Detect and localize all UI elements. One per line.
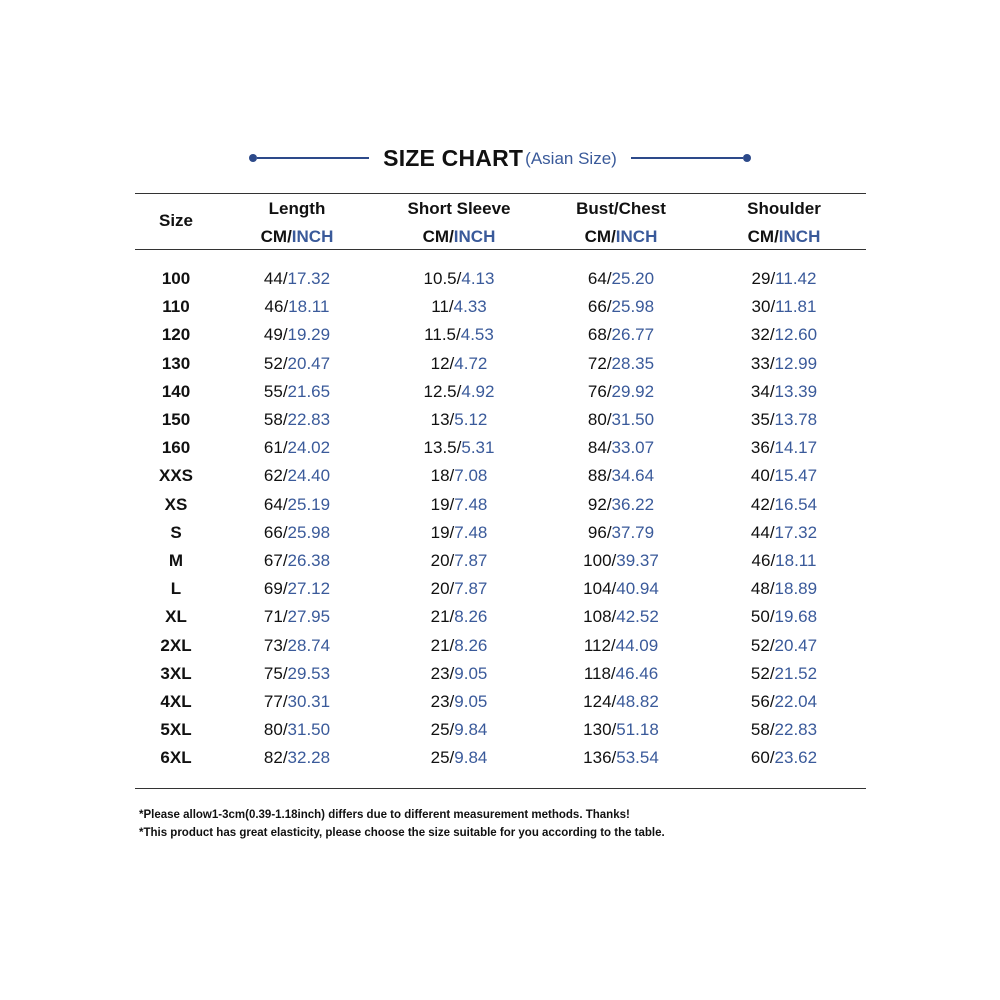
shoulder-cell: [694, 603, 874, 631]
inch-value: 4.33: [453, 297, 487, 317]
inch-value: 25.19: [287, 494, 331, 514]
inch-value: 17.32: [287, 269, 331, 288]
cm-value: 76/: [587, 381, 612, 401]
inch-value: 21.65: [287, 381, 331, 401]
inch-value: 24.02: [287, 438, 331, 458]
cm-value: 64/: [587, 269, 612, 288]
shoulder-cell: [694, 744, 874, 772]
cm-value: 96/: [587, 522, 612, 542]
cm-value: 11/: [431, 297, 454, 317]
cm-value: 42/: [750, 494, 775, 514]
size-cell: 150: [161, 410, 191, 429]
cm-value: 66/: [263, 522, 288, 542]
short-sleeve-cell: [369, 491, 549, 519]
bust-chest-cell: [531, 688, 711, 716]
inch-value: 46.46: [615, 663, 659, 683]
cm-value: 44/: [263, 269, 288, 288]
short-sleeve-cell: [369, 321, 549, 349]
bust-chest-cell: [531, 462, 711, 490]
cm-value: 71/: [263, 607, 288, 627]
inch-value: 18.89: [774, 579, 818, 599]
shoulder-cell: [694, 660, 874, 688]
size-cell: M: [168, 551, 184, 570]
header-bust-chest-unit: CM/INCH: [584, 227, 658, 246]
cm-value: 67/: [263, 551, 288, 570]
header-length: Length: [268, 199, 326, 218]
cm-value: 112/: [583, 635, 616, 655]
short-sleeve-cell: [369, 632, 549, 660]
inch-value: 51.18: [616, 720, 659, 740]
inch-value: 42.52: [616, 607, 659, 627]
cm-value: 80/: [587, 410, 612, 429]
cm-value: 88/: [587, 466, 612, 486]
table-row: [0, 603, 1000, 631]
bust-chest-cell: [531, 575, 711, 603]
shoulder-cell: [694, 547, 874, 575]
bust-chest-cell: [531, 519, 711, 547]
cm-value: 50/: [750, 607, 775, 627]
table-row: [0, 293, 1000, 321]
cm-value: 77/: [263, 692, 288, 711]
cm-value: 52/: [750, 663, 775, 683]
inch-value: 33.07: [611, 438, 655, 458]
cm-value: 46/: [264, 297, 289, 317]
inch-value: 53.54: [616, 748, 659, 768]
shoulder-cell: [694, 688, 874, 716]
inch-value: 40.94: [616, 579, 659, 599]
cm-value: 64/: [263, 494, 288, 514]
size-cell: 100: [161, 269, 191, 288]
table-row: [0, 716, 1000, 744]
header-short-sleeve: Short Sleeve: [407, 199, 511, 218]
length-cell: [207, 632, 387, 660]
inch-value: 5.12: [454, 410, 488, 429]
cm-value: 136/: [583, 748, 617, 768]
cm-value: 23/: [430, 692, 455, 711]
length-cell: [207, 378, 387, 406]
inch-value: 31.50: [611, 410, 655, 429]
table-row: [0, 265, 1000, 293]
length-cell: [207, 350, 387, 378]
cm-value: 13.5/: [423, 438, 462, 458]
shoulder-cell: [694, 575, 874, 603]
shoulder-cell: [694, 378, 874, 406]
inch-value: 37.79: [611, 522, 655, 542]
inch-value: 4.13: [461, 269, 495, 288]
cm-value: 20/: [430, 551, 455, 570]
bust-chest-cell: [531, 293, 711, 321]
cm-value: 68/: [587, 325, 612, 345]
inch-value: 7.48: [454, 522, 488, 542]
short-sleeve-cell: [369, 603, 549, 631]
short-sleeve-cell: [369, 434, 549, 462]
inch-value: 30.31: [287, 692, 331, 711]
inch-value: 22.83: [774, 720, 818, 740]
inch-value: 34.64: [611, 466, 655, 486]
table-row: [0, 350, 1000, 378]
cm-value: 61/: [263, 438, 288, 458]
short-sleeve-cell: [369, 462, 549, 490]
table-row: [0, 378, 1000, 406]
cm-value: 52/: [263, 353, 288, 373]
header-short-sleeve-unit: CM/INCH: [422, 227, 496, 246]
length-cell: [207, 491, 387, 519]
cm-value: 19/: [430, 494, 455, 514]
shoulder-cell: [694, 519, 874, 547]
shoulder-cell: [694, 462, 874, 490]
cm-value: 84/: [587, 438, 612, 458]
table-row: [0, 660, 1000, 688]
cm-value: 72/: [587, 353, 612, 373]
length-cell: [207, 716, 387, 744]
inch-value: 7.87: [454, 579, 488, 599]
shoulder-cell: [694, 293, 874, 321]
bust-chest-cell: [531, 716, 711, 744]
cm-value: 34/: [750, 381, 775, 401]
short-sleeve-cell: [369, 293, 549, 321]
inch-value: 26.38: [287, 551, 331, 570]
inch-value: 8.26: [454, 607, 488, 627]
cm-value: 118/: [583, 663, 616, 683]
cm-value: 52/: [750, 635, 775, 655]
cm-value: 12/: [430, 353, 455, 373]
short-sleeve-cell: [369, 547, 549, 575]
inch-value: 9.84: [454, 720, 488, 740]
length-cell: [207, 434, 387, 462]
bust-chest-cell: [531, 406, 711, 434]
cm-value: 44/: [750, 522, 775, 542]
short-sleeve-cell: [369, 350, 549, 378]
inch-value: 20.47: [287, 353, 331, 373]
bust-chest-cell: [531, 378, 711, 406]
inch-value: 9.05: [454, 692, 488, 711]
length-cell: [207, 603, 387, 631]
inch-value: 27.12: [287, 579, 331, 599]
table-row: [0, 321, 1000, 349]
cm-value: 23/: [430, 663, 455, 683]
inch-value: 11.81: [775, 297, 817, 317]
length-cell: [207, 744, 387, 772]
inch-value: 12.99: [774, 353, 818, 373]
cm-value: 12.5/: [423, 381, 462, 401]
cm-value: 82/: [263, 748, 288, 768]
size-cell: XL: [165, 607, 187, 627]
table-row: [0, 406, 1000, 434]
title-decoration-right: [631, 154, 751, 162]
cm-value: 25/: [430, 748, 455, 768]
size-cell: 5XL: [160, 720, 192, 740]
bust-chest-cell: [531, 265, 711, 293]
table-row: [0, 744, 1000, 772]
bust-chest-cell: [531, 434, 711, 462]
cm-value: 32/: [750, 325, 775, 345]
length-cell: [207, 519, 387, 547]
title-subtitle: (Asian Size): [525, 149, 617, 168]
table-row: [0, 519, 1000, 547]
header-length-unit: CM/INCH: [260, 227, 334, 246]
table-row: [0, 462, 1000, 490]
length-cell: [207, 688, 387, 716]
inch-value: 5.31: [461, 438, 495, 458]
short-sleeve-cell: [369, 378, 549, 406]
length-cell: [207, 462, 387, 490]
shoulder-cell: [694, 350, 874, 378]
shoulder-cell: [694, 491, 874, 519]
inch-value: 11.42: [775, 269, 817, 288]
shoulder-cell: [694, 632, 874, 660]
cm-value: 19/: [430, 522, 455, 542]
cm-value: 36/: [750, 438, 775, 458]
cm-value: 108/: [583, 607, 617, 627]
size-cell: 6XL: [160, 748, 192, 768]
inch-value: 19.29: [287, 325, 331, 345]
inch-value: 13.78: [774, 410, 818, 429]
inch-value: 18.11: [775, 551, 817, 570]
header-shoulder-unit: CM/INCH: [747, 227, 821, 246]
inch-value: 8.26: [454, 635, 488, 655]
shoulder-cell: [694, 321, 874, 349]
inch-value: 25.98: [287, 522, 331, 542]
size-cell: 4XL: [160, 692, 192, 711]
note-measurement: *Please allow1-3cm(0.39-1.18inch) differs due to different measurement methods. Thanks!: [139, 809, 630, 821]
inch-value: 22.83: [287, 410, 331, 429]
cm-value: 92/: [587, 494, 612, 514]
shoulder-cell: [694, 265, 874, 293]
inch-value: 39.37: [616, 551, 659, 570]
bust-chest-cell: [531, 350, 711, 378]
inch-value: 22.04: [774, 692, 818, 711]
short-sleeve-cell: [369, 265, 549, 293]
short-sleeve-cell: [369, 660, 549, 688]
inch-value: 29.92: [611, 381, 655, 401]
cm-value: 66/: [587, 297, 612, 317]
table-bottom-rule: [135, 788, 866, 789]
inch-value: 15.47: [774, 466, 818, 486]
short-sleeve-cell: [369, 688, 549, 716]
inch-value: 32.28: [287, 748, 331, 768]
table-top-rule: [135, 193, 866, 194]
size-cell: L: [170, 579, 182, 599]
cm-value: 13/: [430, 410, 455, 429]
shoulder-cell: [694, 716, 874, 744]
inch-value: 14.17: [774, 438, 818, 458]
size-cell: XXS: [158, 466, 194, 486]
cm-value: 21/: [430, 607, 455, 627]
length-cell: [207, 293, 387, 321]
inch-value: 12.60: [774, 325, 818, 345]
size-cell: 140: [161, 381, 191, 401]
cm-value: 100/: [583, 551, 617, 570]
size-cell: 120: [161, 325, 191, 345]
inch-value: 25.98: [611, 297, 655, 317]
size-cell: XS: [164, 494, 188, 514]
size-cell: 130: [161, 353, 191, 373]
bust-chest-cell: [531, 491, 711, 519]
inch-value: 24.40: [287, 466, 331, 486]
cm-value: 46/: [751, 551, 776, 570]
inch-value: 25.20: [611, 269, 655, 288]
bust-chest-cell: [531, 547, 711, 575]
size-chart-title: [0, 138, 1000, 178]
bust-chest-cell: [531, 632, 711, 660]
cm-value: 21/: [430, 635, 455, 655]
inch-value: 44.09: [615, 635, 659, 655]
cm-value: 35/: [750, 410, 775, 429]
size-cell: 3XL: [160, 663, 192, 683]
inch-value: 48.82: [616, 692, 659, 711]
inch-value: 21.52: [774, 663, 818, 683]
cm-value: 124/: [583, 692, 617, 711]
short-sleeve-cell: [369, 744, 549, 772]
inch-value: 28.35: [611, 353, 655, 373]
inch-value: 18.11: [288, 297, 330, 317]
cm-value: 33/: [750, 353, 775, 373]
header-bust-chest: Bust/Chest: [576, 199, 666, 218]
shoulder-cell: [694, 406, 874, 434]
inch-value: 29.53: [287, 663, 331, 683]
table-row: [0, 491, 1000, 519]
cm-value: 49/: [263, 325, 288, 345]
inch-value: 7.48: [454, 494, 488, 514]
cm-value: 25/: [430, 720, 455, 740]
title-main: SIZE CHART: [383, 144, 524, 171]
inch-value: 9.84: [454, 748, 488, 768]
cm-value: 55/: [263, 381, 288, 401]
length-cell: [207, 660, 387, 688]
length-cell: [207, 547, 387, 575]
cm-value: 69/: [263, 579, 288, 599]
inch-value: 31.50: [287, 720, 331, 740]
inch-value: 4.92: [461, 381, 495, 401]
cm-value: 60/: [750, 748, 775, 768]
inch-value: 4.53: [460, 325, 494, 345]
bust-chest-cell: [531, 603, 711, 631]
inch-value: 13.39: [774, 381, 818, 401]
table-row: [0, 434, 1000, 462]
inch-value: 19.68: [774, 607, 818, 627]
inch-value: 27.95: [287, 607, 331, 627]
cm-value: 40/: [750, 466, 775, 486]
length-cell: [207, 321, 387, 349]
bust-chest-cell: [531, 660, 711, 688]
size-cell: S: [170, 522, 182, 542]
cm-value: 73/: [263, 635, 288, 655]
table-row: [0, 575, 1000, 603]
header-size: Size: [158, 211, 194, 230]
cm-value: 18/: [430, 466, 455, 486]
short-sleeve-cell: [369, 716, 549, 744]
table-row: [0, 688, 1000, 716]
size-cell: 160: [161, 438, 191, 458]
shoulder-cell: [694, 434, 874, 462]
table-header-rule: [135, 249, 866, 250]
inch-value: 23.62: [774, 748, 818, 768]
bust-chest-cell: [531, 744, 711, 772]
note-elasticity: *This product has great elasticity, please choose the size suitable for you according to the table.: [139, 827, 665, 839]
cm-value: 10.5/: [423, 269, 462, 288]
cm-value: 130/: [583, 720, 617, 740]
inch-value: 9.05: [454, 663, 488, 683]
size-cell: 2XL: [160, 635, 192, 655]
header-shoulder: Shoulder: [747, 199, 821, 218]
inch-value: 7.87: [454, 551, 488, 570]
length-cell: [207, 406, 387, 434]
cm-value: 29/: [751, 269, 776, 288]
inch-value: 17.32: [774, 522, 818, 542]
cm-value: 56/: [750, 692, 775, 711]
cm-value: 11.5/: [424, 325, 461, 345]
size-cell: 110: [162, 297, 190, 317]
short-sleeve-cell: [369, 406, 549, 434]
cm-value: 58/: [750, 720, 775, 740]
short-sleeve-cell: [369, 519, 549, 547]
inch-value: 20.47: [774, 635, 818, 655]
table-row: [0, 632, 1000, 660]
cm-value: 62/: [263, 466, 288, 486]
length-cell: [207, 265, 387, 293]
inch-value: 7.08: [454, 466, 488, 486]
length-cell: [207, 575, 387, 603]
cm-value: 20/: [430, 579, 455, 599]
cm-value: 30/: [751, 297, 776, 317]
inch-value: 28.74: [287, 635, 331, 655]
short-sleeve-cell: [369, 575, 549, 603]
inch-value: 4.72: [454, 353, 488, 373]
inch-value: 26.77: [611, 325, 655, 345]
cm-value: 80/: [263, 720, 288, 740]
inch-value: 36.22: [611, 494, 655, 514]
cm-value: 58/: [263, 410, 288, 429]
bust-chest-cell: [531, 321, 711, 349]
cm-value: 48/: [750, 579, 775, 599]
cm-value: 104/: [583, 579, 617, 599]
table-row: [0, 547, 1000, 575]
title-decoration-left: [249, 154, 369, 162]
inch-value: 16.54: [774, 494, 818, 514]
cm-value: 75/: [263, 663, 288, 683]
